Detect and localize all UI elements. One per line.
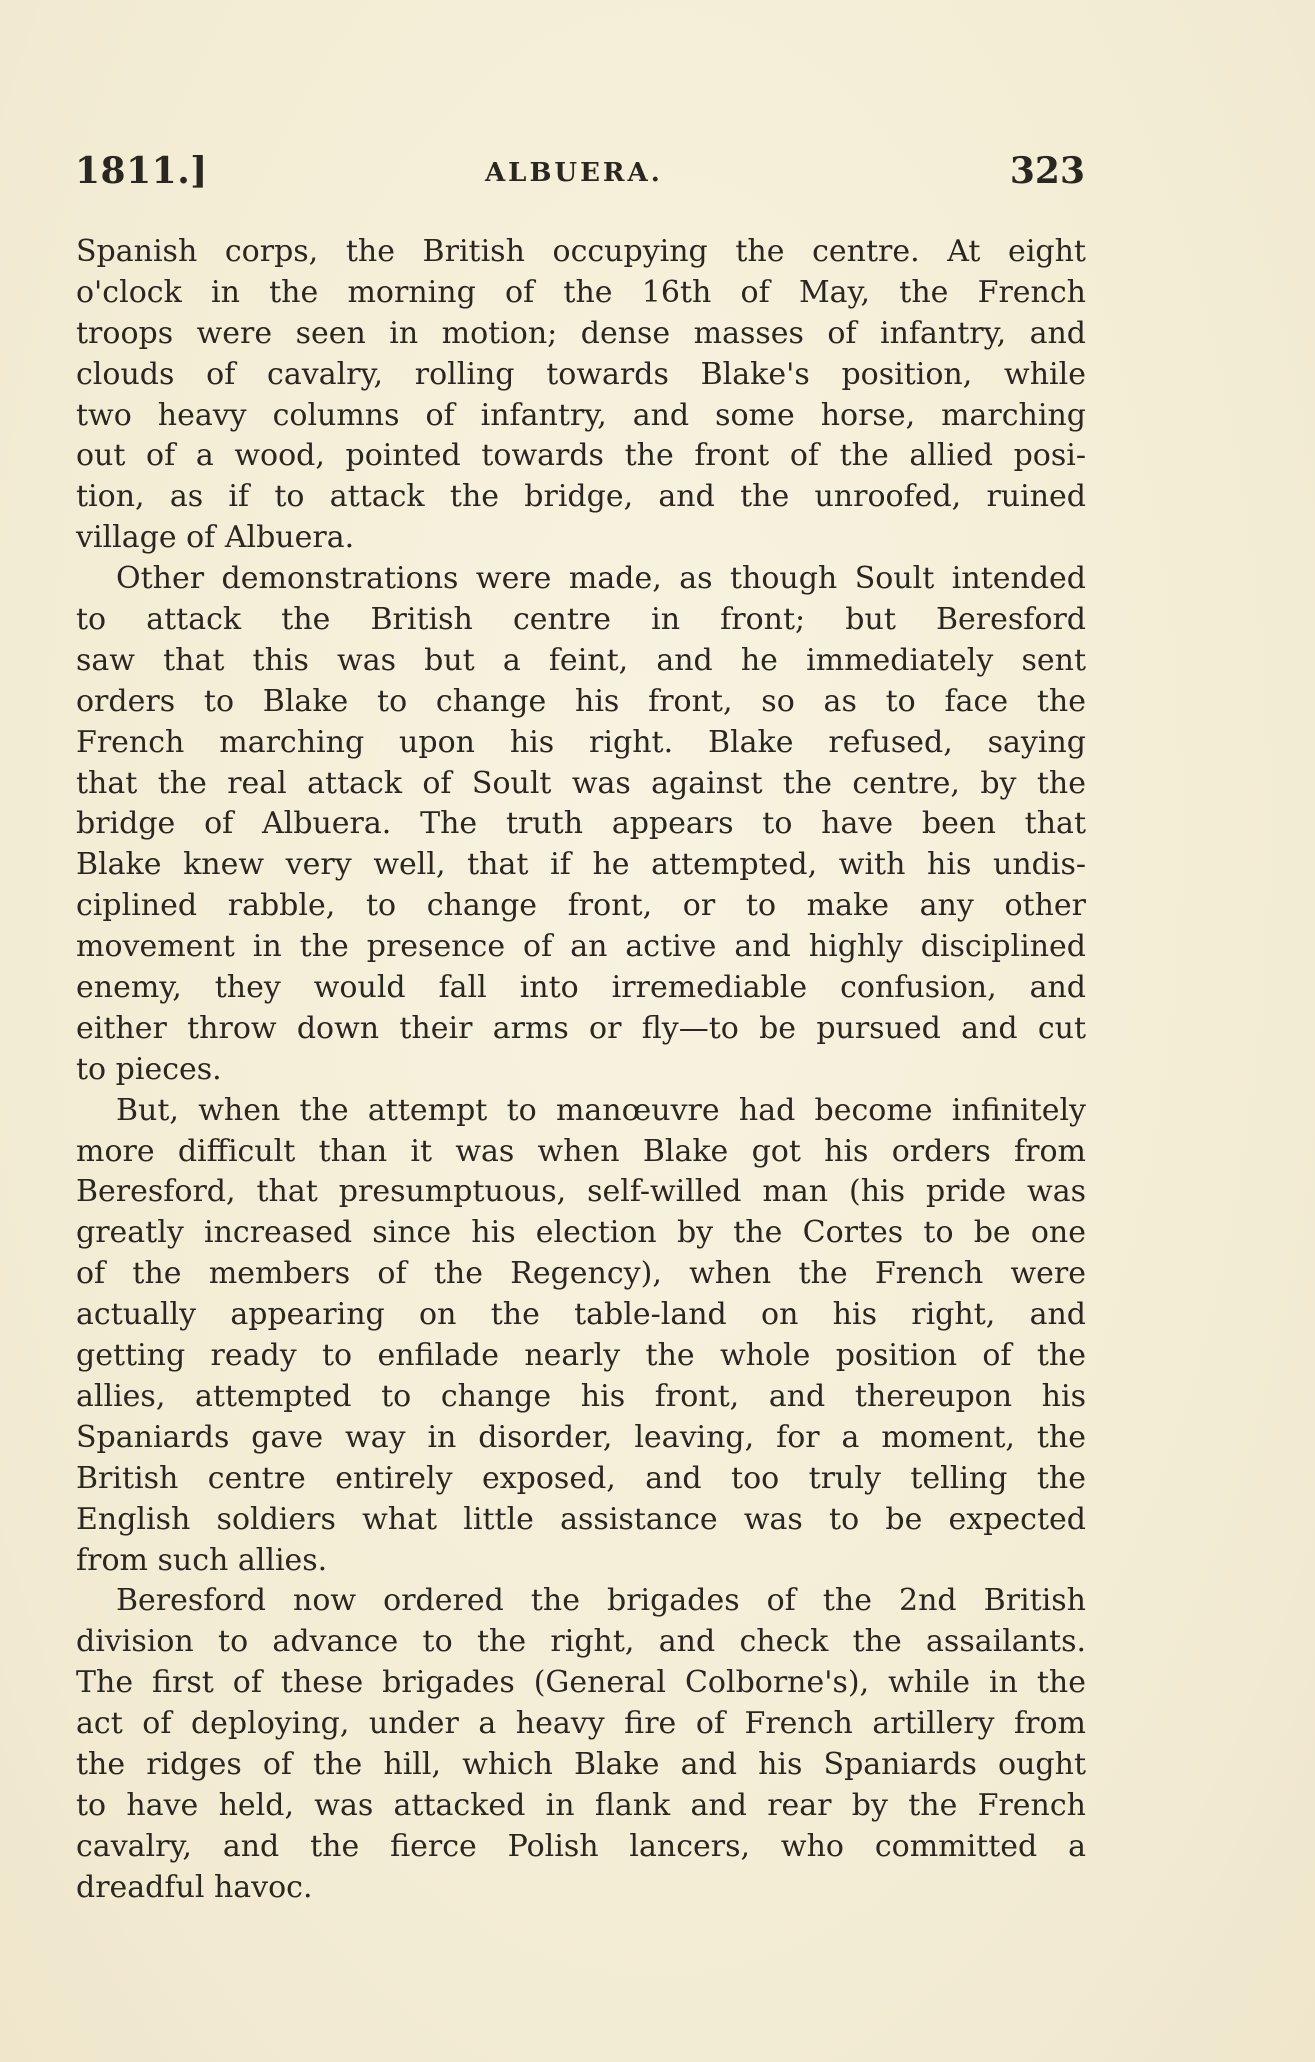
- text-line: saw that this was but a feint, and he immediately sent: [76, 642, 1086, 678]
- text-line: ciplined rabble, to change front, or to make any other: [76, 888, 1086, 924]
- text-line: Spanish corps, the British occupying the centre. At eight: [76, 234, 1086, 269]
- text-line: to attack the British centre in front; but Beresford: [76, 602, 1086, 638]
- text-line: to pieces.: [76, 1051, 222, 1087]
- text-line: either throw down their arms or fly—to be pursued and cut: [76, 1010, 1086, 1046]
- text-line: allies, attempted to change his front, and thereupon his: [76, 1378, 1086, 1414]
- running-head: [75, 150, 1085, 200]
- text-line: out of a wood, pointed towards the front of the allied posi-: [76, 438, 1086, 474]
- text-line: bridge of Albuera. The truth appears to have been that: [76, 806, 1086, 842]
- text-line: actually appearing on the table-land on his right, and: [76, 1297, 1086, 1333]
- paragraph-start-line: But, when the attempt to manœuvre had become infinitely: [116, 1092, 1086, 1128]
- text-line: village of Albuera.: [76, 520, 355, 556]
- text-line: movement in the presence of an active and highly disciplined: [76, 929, 1086, 965]
- text-line: greatly increased since his election by the Cortes to be one: [76, 1215, 1086, 1251]
- text-line: Spaniards gave way in disorder, leaving, for a moment, the: [76, 1419, 1086, 1455]
- text-line: Beresford, that presumptuous, self-willed man (his pride was: [76, 1174, 1086, 1210]
- text-line: from such allies.: [76, 1542, 328, 1578]
- text-line: that the real attack of Soult was against the centre, by the: [76, 765, 1086, 801]
- text-line: division to advance to the right, and check the assailants.: [76, 1624, 1086, 1660]
- text-line: enemy, they would fall into irremediable confusion, and: [76, 970, 1086, 1006]
- text-line: English soldiers what little assistance was to be expected: [76, 1501, 1086, 1537]
- header-year: 1811.]: [75, 150, 208, 192]
- text-line: tion, as if to attack the bridge, and the unroofed, ruined: [76, 479, 1086, 515]
- text-line: to have held, was attacked in flank and rear by the French: [76, 1787, 1086, 1823]
- text-line: cavalry, and the fierce Polish lancers, who committed a: [76, 1828, 1086, 1864]
- text-line: Blake knew very well, that if he attempted, with his undis-: [76, 847, 1086, 883]
- text-line: British centre entirely exposed, and too truly telling the: [76, 1460, 1086, 1496]
- paragraph-start-line: Beresford now ordered the brigades of the 2nd British: [116, 1583, 1086, 1619]
- header-title: ALBUERA.: [485, 158, 663, 188]
- text-line: French marching upon his right. Blake refused, saying: [76, 724, 1086, 760]
- text-line: troops were seen in motion; dense masses of infantry, and: [76, 315, 1086, 351]
- page-number: 323: [1009, 150, 1085, 192]
- text-line: of the members of the Regency), when the French were: [76, 1256, 1086, 1292]
- text-line: two heavy columns of infantry, and some horse, marching: [76, 397, 1086, 433]
- text-line: act of deploying, under a heavy fire of French artillery from: [76, 1706, 1086, 1742]
- text-line: more difficult than it was when Blake got his orders from: [76, 1133, 1086, 1169]
- text-line: the ridges of the hill, which Blake and his Spaniards ought: [76, 1746, 1086, 1782]
- text-line: dreadful havoc.: [76, 1869, 313, 1905]
- body-text: [76, 232, 1086, 1909]
- text-line: clouds of cavalry, rolling towards Blake's position, while: [76, 356, 1086, 392]
- text-line: o'clock in the morning of the 16th of May, the French: [76, 274, 1086, 310]
- text-line: orders to Blake to change his front, so as to face the: [76, 683, 1086, 719]
- paragraph-start-line: Other demonstrations were made, as though Soult intended: [116, 561, 1086, 597]
- text-line: The first of these brigades (General Colborne's), while in the: [76, 1665, 1086, 1701]
- text-line: getting ready to enfilade nearly the whole position of the: [76, 1338, 1086, 1374]
